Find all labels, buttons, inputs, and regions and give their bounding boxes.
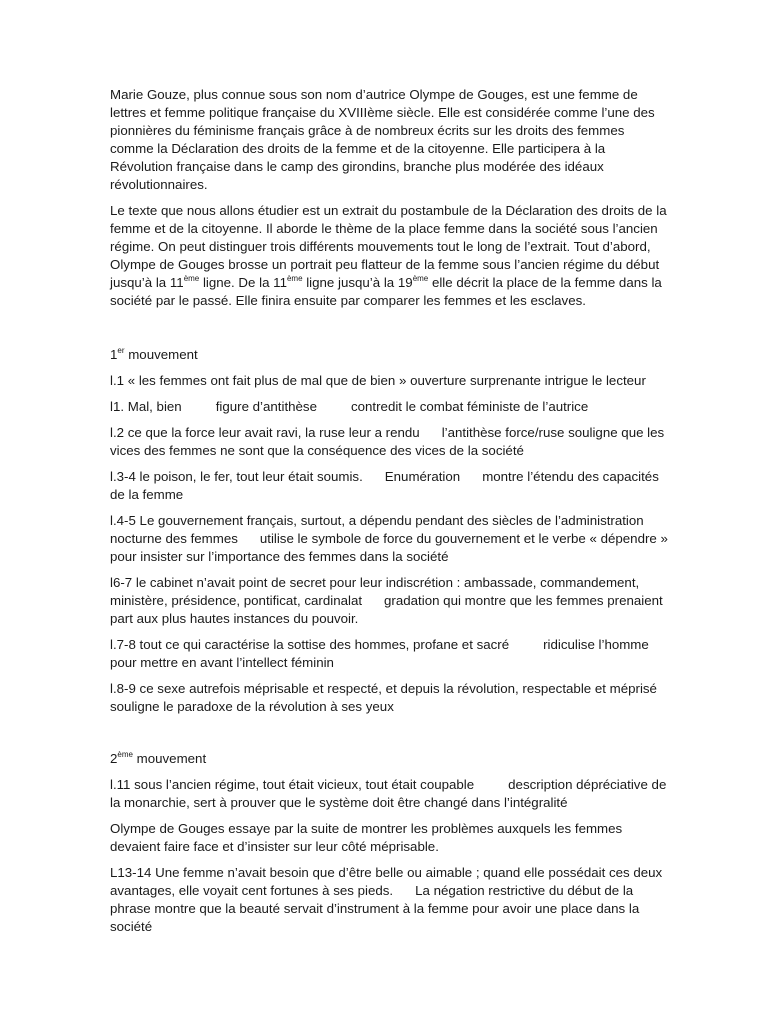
analysis-entry	[110, 372, 670, 390]
analysis-entry	[110, 574, 670, 628]
analysis-entry	[110, 468, 670, 504]
heading-number: 1	[110, 347, 118, 362]
analysis-entry	[110, 398, 670, 416]
intro2-text-d: elle décrit la place de la femme dans la société par le passé. Elle finira ensuite par comparer les femmes et les esclaves.	[110, 275, 662, 308]
heading-number: 2	[110, 751, 118, 766]
movement-2-heading	[110, 750, 670, 768]
analysis-entry	[110, 680, 670, 716]
entry-text: l.8-9 ce sexe autrefois méprisable et respecté, et depuis la révolution, respectable et méprisé souligne le paradoxe de la révolution à ses yeux	[110, 681, 657, 714]
analysis-entry	[110, 636, 670, 672]
entry-text: Olympe de Gouges essaye par la suite de montrer les problèmes auxquels les femmes devaient faire face et d’insister sur leur côté méprisable.	[110, 821, 623, 854]
intro-paragraph-2	[110, 202, 670, 310]
interpretation: utilise le symbole de force du gouvernement et le verbe « dépendre » pour insister sur l’importance des femmes dans la société	[110, 531, 668, 564]
interpretation: description dépréciative de la monarchie, sert à prouver que le système doit être changé dans l’intégralité	[110, 777, 667, 810]
interpretation: ridiculise l’homme pour mettre en avant l’intellect féminin	[110, 637, 649, 670]
entry-text: l.1 « les femmes ont fait plus de mal que de bien » ouverture surprenante intrigue le lecteur	[110, 373, 646, 388]
citation: l.11 sous l’ancien régime, tout était vicieux, tout était coupable	[110, 777, 475, 792]
heading-text: mouvement	[132, 751, 207, 766]
analysis-entry	[110, 820, 670, 856]
citation: l.4-5 Le gouvernement français, surtout, a dépendu pendant des siècles de l’administration nocturne des femmes	[110, 513, 644, 546]
device: figure d’antithèse	[215, 399, 317, 414]
intro2-text-a: Le texte que nous allons étudier est un extrait du postambule de la Déclaration des droits de la femme et de la citoyenne. Il aborde le thème de la place femme dans la société sous l’ancien régime. On peut distinguer trois différents mouvements tout le long de l’extrait. Tout d’abord, Olympe de Gouges brosse un portrait peu flatteur de la femme sous l’ancien régime du début jusqu’à la 11	[110, 203, 667, 290]
spacer	[110, 724, 670, 750]
analysis-entry	[110, 776, 670, 812]
movement-1-heading	[110, 346, 670, 364]
heading-text: mouvement	[124, 347, 198, 362]
citation: l.2 ce que la force leur avait ravi, la ruse leur a rendu	[110, 425, 420, 440]
superscript: ème	[286, 273, 303, 283]
intro2-text-c: ligne jusqu’à la 19	[302, 275, 413, 290]
superscript: ème	[117, 749, 133, 759]
intro-paragraph-1	[110, 86, 670, 194]
device: Enumération	[384, 469, 461, 484]
interpretation: La négation restrictive du début de la phrase montre que la beauté servait d’instrument à la femme pour avoir une place dans la société	[110, 883, 640, 934]
interpretation: l’antithèse force/ruse souligne que les vices des femmes ne sont que la conséquence des vices de la société	[110, 425, 665, 458]
analysis-entry	[110, 512, 670, 566]
analysis-entry	[110, 424, 670, 460]
superscript: ème	[183, 273, 200, 283]
citation: L13-14 Une femme n’avait besoin que d’être belle ou aimable ; quand elle possédait ces deux avantages, elle voyait cent fortunes à ses pieds.	[110, 865, 663, 898]
citation: l6-7 le cabinet n’avait point de secret pour leur indiscrétion : ambassade, commandement, ministère, présidence, pontificat, cardinalat	[110, 575, 640, 608]
citation: l1. Mal, bien	[110, 399, 182, 414]
citation: l.3-4 le poison, le fer, tout leur était soumis.	[110, 469, 363, 484]
document-body	[110, 86, 670, 944]
analysis-entry	[110, 864, 670, 936]
citation: l.7-8 tout ce qui caractérise la sottise des hommes, profane et sacré	[110, 637, 510, 652]
superscript: er	[117, 345, 125, 355]
interpretation: montre l’étendu des capacités de la femme	[110, 469, 659, 502]
intro-text: Marie Gouze, plus connue sous son nom d’autrice Olympe de Gouges, est une femme de lettres et femme politique française du XVIIIème siècle. Elle est considérée comme l’une des pionnières du féminisme français grâce à de nombreux écrits sur les droits des femmes comme la Déclaration des droits de la femme et de la citoyenne. Elle participera à la Révolution française dans le camp des girondins, branche plus modérée des idéaux révolutionnaires.	[110, 87, 655, 192]
interpretation: gradation qui montre que les femmes prenaient part aux plus hautes instances du pouvoir.	[110, 593, 663, 626]
superscript: ème	[412, 273, 429, 283]
intro2-text-b: ligne. De la 11	[199, 275, 287, 290]
interpretation: contredit le combat féministe de l’autrice	[350, 399, 589, 414]
spacer	[110, 318, 670, 346]
